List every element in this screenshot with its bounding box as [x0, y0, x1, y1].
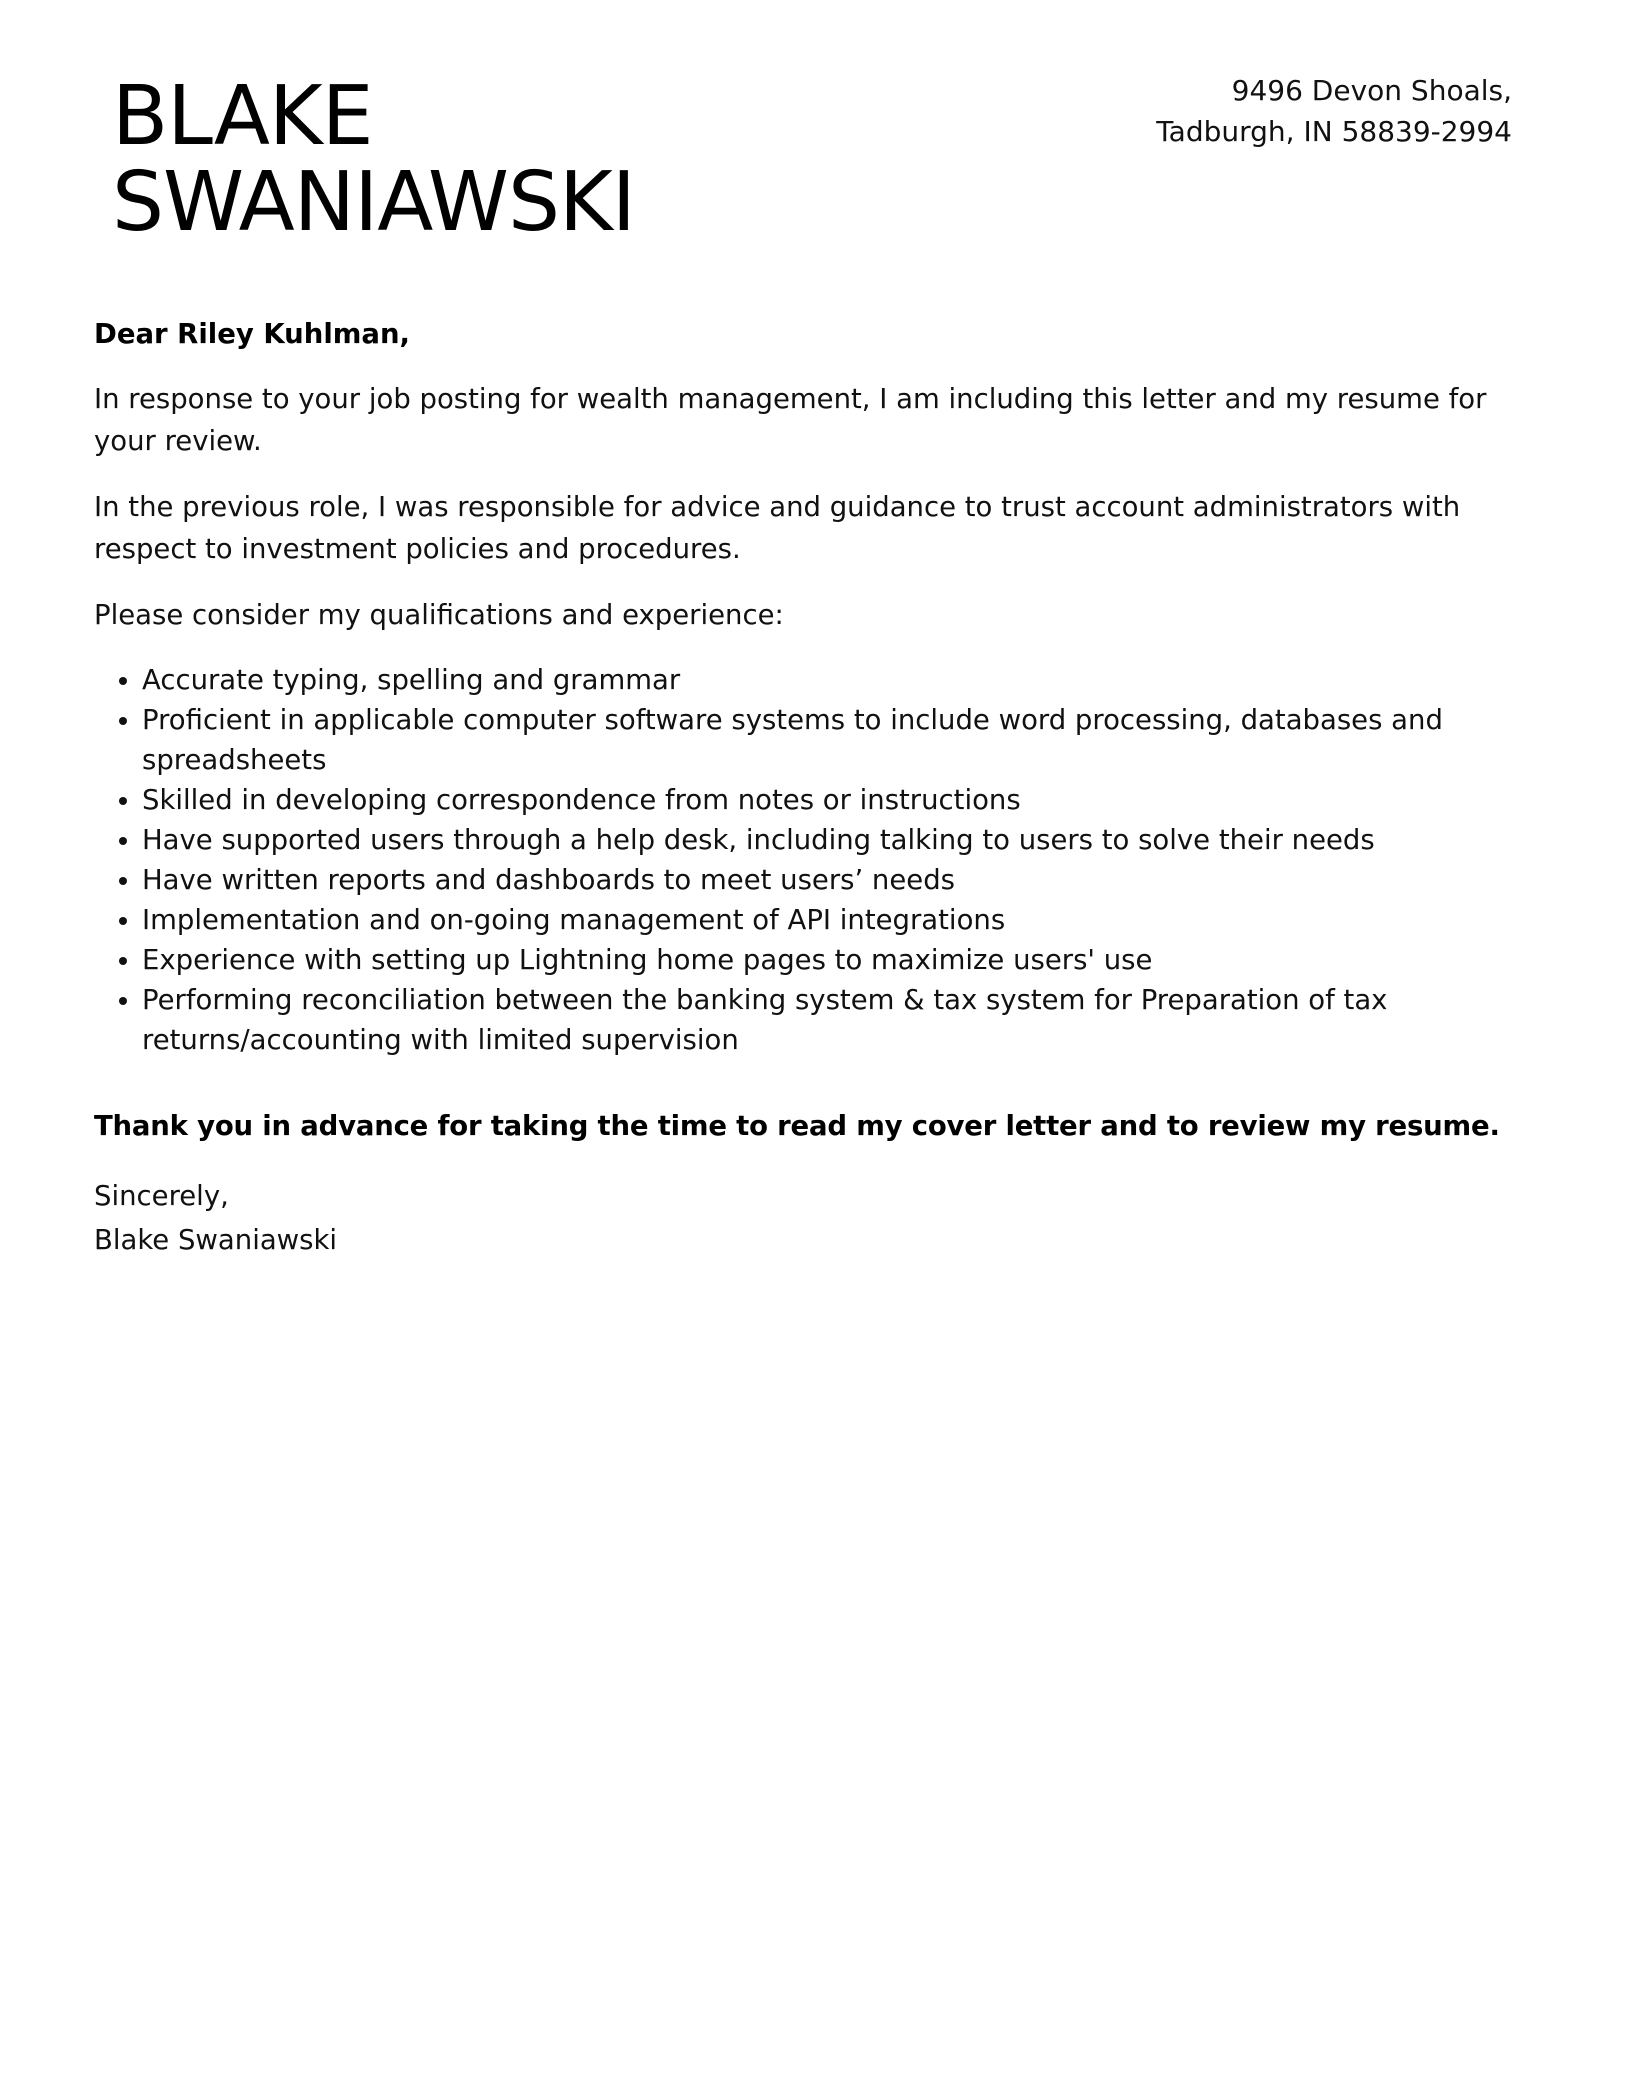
signature-name: Blake Swaniawski	[94, 1224, 338, 1256]
salutation: Dear Riley Kuhlman,	[94, 318, 410, 350]
list-item: • Accurate typing, spelling and grammar	[142, 660, 1534, 700]
previous-role-paragraph: In the previous role, I was responsible for advice and guidance to trust account administrators with respect to investment policies and procedures.	[94, 491, 1461, 565]
applicant-last-name: SWANIAWSKI	[112, 155, 635, 250]
applicant-address	[952, 70, 1512, 152]
letter-body	[94, 312, 1534, 1262]
list-item: • Implementation and on-going management of API integrations	[142, 900, 1534, 940]
signoff-text: Sincerely,	[94, 1180, 229, 1212]
list-item: • Performing reconciliation between the banking system & tax system for Preparation of tax returns/accounting with limited supervision	[142, 980, 1534, 1060]
signoff-block	[94, 1174, 1534, 1262]
list-item: • Skilled in developing correspondence from notes or instructions	[142, 780, 1534, 820]
qualifications-list	[94, 660, 1534, 1060]
qualifications-intro: Please consider my qualifications and experience:	[94, 599, 784, 631]
intro-paragraph: In response to your job posting for wealth management, I am including this letter and my resume for your review.	[94, 383, 1487, 457]
list-item: • Experience with setting up Lightning home pages to maximize users' use	[142, 940, 1534, 980]
address-line-2: Tadburgh, IN 58839-2994	[1156, 115, 1512, 148]
list-item: • Proficient in applicable computer software systems to include word processing, databases and spreadsheets	[142, 700, 1534, 780]
closing-statement: Thank you in advance for taking the time to read my cover letter and to review my resume.	[94, 1110, 1500, 1142]
applicant-name-heading	[112, 69, 832, 250]
applicant-first-name: BLAKE	[112, 69, 373, 164]
list-item: • Have written reports and dashboards to meet users’ needs	[142, 860, 1534, 900]
list-item: • Have supported users through a help desk, including talking to users to solve their needs	[142, 820, 1534, 860]
address-line-1: 9496 Devon Shoals,	[1231, 74, 1512, 107]
